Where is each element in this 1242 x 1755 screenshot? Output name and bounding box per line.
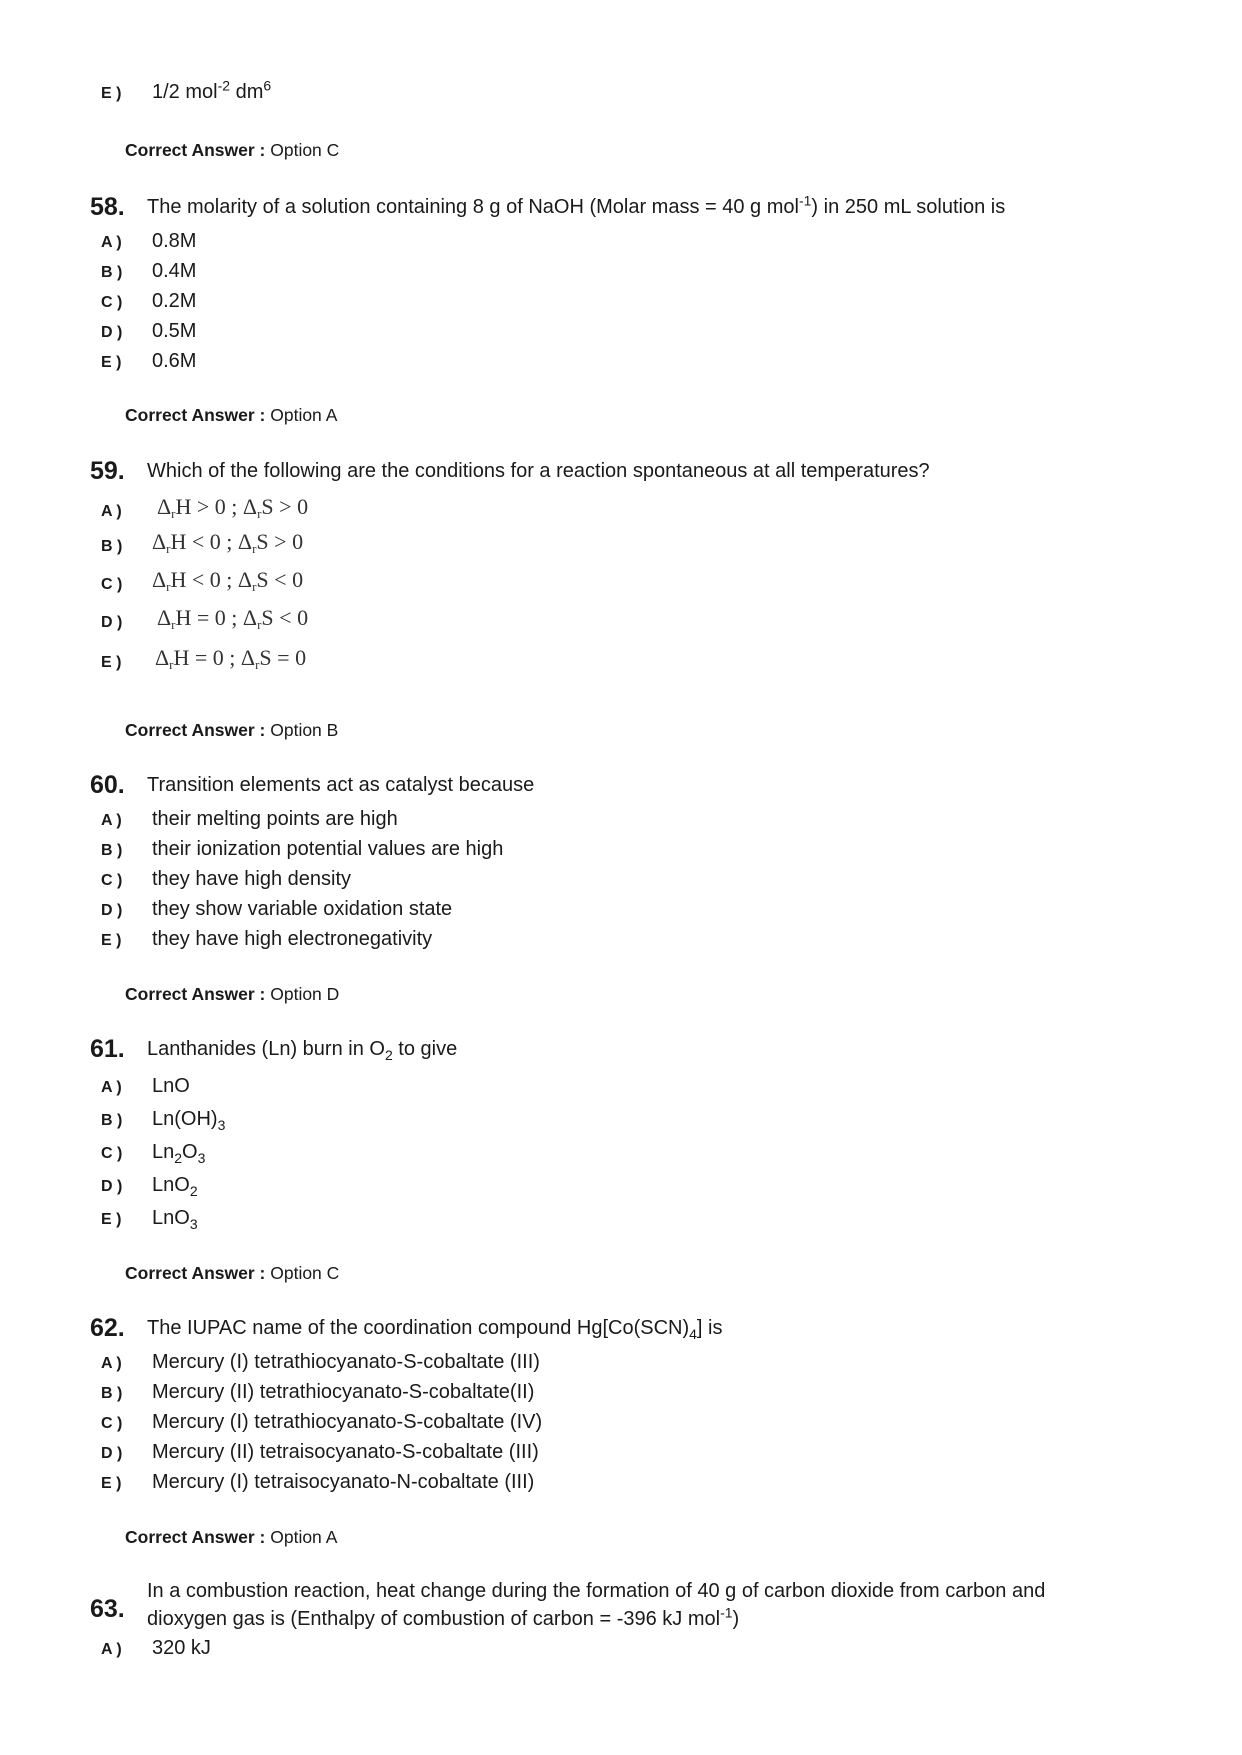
option-text: Mercury (II) tetrathiocyanato-S-cobaltate(II) bbox=[152, 1381, 535, 1403]
answer-label: Correct Answer : bbox=[125, 140, 266, 160]
option-text: 320 kJ bbox=[152, 1637, 211, 1659]
option-formula: ΔrH = 0 ; ΔrS = 0 bbox=[155, 645, 307, 672]
question-text: Which of the following are the conditions for a reaction spontaneous at all temperatures? bbox=[147, 460, 930, 482]
answer-label: Correct Answer : bbox=[125, 405, 266, 425]
option-text: Mercury (I) tetrathiocyanato-S-cobaltate (IV) bbox=[152, 1411, 543, 1433]
option-text: 0.2M bbox=[152, 290, 197, 312]
answer-label: Correct Answer : bbox=[125, 1527, 266, 1547]
option-label: D ) bbox=[101, 1178, 123, 1195]
question-number: 61. bbox=[90, 1035, 125, 1063]
question-number: 63. bbox=[90, 1595, 125, 1623]
option-label: C ) bbox=[101, 576, 123, 593]
option-label: E ) bbox=[101, 1211, 122, 1228]
option-text: 1/2 mol$^{-2}$ $dm^6$ bbox=[152, 77, 272, 103]
option-text: LnO bbox=[152, 1075, 190, 1097]
option-text: LnO$_3$ bbox=[152, 1207, 198, 1232]
answer-value: Option A bbox=[270, 1527, 338, 1547]
option-label: C ) bbox=[101, 294, 123, 311]
answer-label: Correct Answer : bbox=[125, 984, 266, 1004]
option-label: C ) bbox=[101, 1145, 123, 1162]
question-text: The IUPAC name of the coordination compound $Hg[Co(SCN)_4]$ is bbox=[147, 1317, 723, 1342]
option-label: B ) bbox=[101, 1385, 123, 1402]
option-text: 0.5M bbox=[152, 320, 197, 342]
option-text: $Ln(OH)_3$ bbox=[152, 1108, 226, 1133]
option-formula: ΔrH < 0 ; ΔrS > 0 bbox=[152, 529, 304, 556]
option-text: Mercury (I) tetrathiocyanato-S-cobaltate (III) bbox=[152, 1351, 540, 1373]
option-text: 0.8M bbox=[152, 230, 197, 252]
answer-value: Option C bbox=[270, 140, 340, 160]
option-label: A ) bbox=[101, 812, 122, 829]
option-label: A ) bbox=[101, 1079, 122, 1096]
question-number: 60. bbox=[90, 771, 125, 799]
option-label: B ) bbox=[101, 538, 123, 555]
option-label: E ) bbox=[101, 85, 122, 102]
option-label: D ) bbox=[101, 902, 123, 919]
option-text: 0.6M bbox=[152, 350, 197, 372]
option-text: Mercury (II) tetraisocyanato-S-cobaltate (III) bbox=[152, 1441, 539, 1463]
question-text-line-1: In a combustion reaction, heat change during the formation of 40 g of carbon dioxide from carbon and bbox=[147, 1580, 1046, 1602]
option-text: their ionization potential values are high bbox=[152, 838, 504, 860]
answer-value: Option A bbox=[270, 405, 338, 425]
answer-value: Option D bbox=[270, 984, 340, 1004]
question-text-line-2: dioxygen gas is (Enthalpy of combustion of carbon = -396 kJ mol$^{-1}$) bbox=[147, 1604, 740, 1630]
option-formula: ΔrH > 0 ; ΔrS > 0 bbox=[157, 494, 309, 521]
answer-label: Correct Answer : bbox=[125, 720, 266, 740]
option-label: A ) bbox=[101, 1641, 122, 1658]
option-text: Mercury (I) tetraisocyanato-N-cobaltate (III) bbox=[152, 1471, 535, 1493]
question-text: Transition elements act as catalyst because bbox=[147, 774, 535, 796]
option-formula: ΔrH = 0 ; ΔrS < 0 bbox=[157, 605, 309, 632]
option-label: B ) bbox=[101, 1112, 123, 1129]
answer-value: Option B bbox=[270, 720, 339, 740]
option-label: D ) bbox=[101, 324, 123, 341]
question-text: The molarity of a solution containing 8 g of NaOH (Molar mass = 40 g mol$^{-1}$) in 250 mL solution is bbox=[147, 192, 1006, 218]
option-label: E ) bbox=[101, 654, 122, 671]
option-label: D ) bbox=[101, 1445, 123, 1462]
question-text: Lanthanides (Ln) burn in $O_2$ to give bbox=[147, 1038, 458, 1063]
option-text: they show variable oxidation state bbox=[152, 898, 453, 920]
option-label: B ) bbox=[101, 264, 123, 281]
option-label: E ) bbox=[101, 354, 122, 371]
option-text: they have high density bbox=[152, 868, 352, 890]
option-text: their melting points are high bbox=[152, 808, 398, 830]
option-text: $Ln_2O_3$ bbox=[152, 1141, 206, 1166]
question-number: 58. bbox=[90, 193, 125, 221]
answer-label: Correct Answer : bbox=[125, 1263, 266, 1283]
answer-value: Option C bbox=[270, 1263, 340, 1283]
option-label: C ) bbox=[101, 1415, 123, 1432]
question-number: 62. bbox=[90, 1314, 125, 1342]
option-text: LnO$_2$ bbox=[152, 1174, 198, 1199]
option-label: A ) bbox=[101, 1355, 122, 1372]
option-label: C ) bbox=[101, 872, 123, 889]
option-label: E ) bbox=[101, 932, 122, 949]
option-label: D ) bbox=[101, 614, 123, 631]
question-number: 59. bbox=[90, 457, 125, 485]
option-label: B ) bbox=[101, 842, 123, 859]
option-text: 0.4M bbox=[152, 260, 197, 282]
option-formula: ΔrH < 0 ; ΔrS < 0 bbox=[152, 567, 304, 594]
option-label: A ) bbox=[101, 234, 122, 251]
option-label: A ) bbox=[101, 503, 122, 520]
option-label: E ) bbox=[101, 1475, 122, 1492]
option-text: they have high electronegativity bbox=[152, 928, 433, 950]
